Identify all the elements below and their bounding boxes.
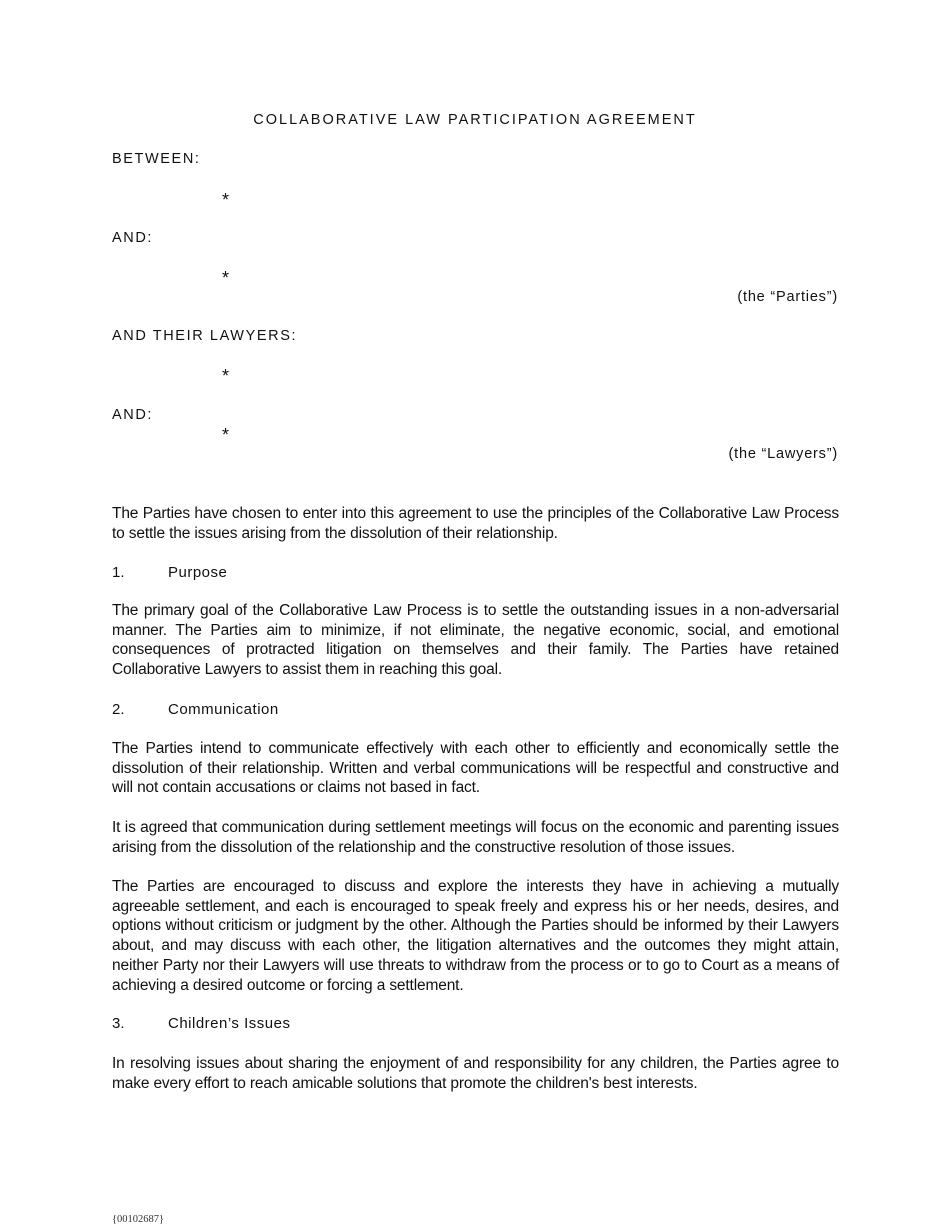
- between-label: BETWEEN:: [112, 151, 201, 167]
- section-heading: Purpose: [168, 564, 228, 581]
- intro-paragraph: The Parties have chosen to enter into this agreement to use the principles of the Collaborative Law Process to settle the issues arising from the dissolution of their relationship.: [112, 505, 839, 542]
- lawyers-label: AND THEIR LAWYERS:: [112, 328, 298, 344]
- party-2-placeholder: *: [222, 268, 230, 288]
- and-label: AND:: [112, 407, 154, 423]
- section-paragraph: The Parties are encouraged to discuss and explore the interests they have in achieving a mutually agreeable settlement, and each is encouraged to speak freely and express his or her needs, desires, and options without criticism or judgment by the other. Although the Parties should be informed by their Lawyers about, and may discuss with each other, the litigation alternatives and the outcomes they might attain, neither Party nor their Lawyers will use threats to withdraw from the process or to go to Court as a means of achieving a desired outcome or forcing a settlement.: [112, 878, 839, 994]
- lawyer-2-placeholder: *: [222, 425, 230, 445]
- section-number: 2.: [112, 701, 125, 718]
- lawyers-definition: (the “Lawyers”): [728, 446, 838, 462]
- section-number: 3.: [112, 1015, 125, 1032]
- and-label: AND:: [112, 230, 154, 246]
- section-paragraph: In resolving issues about sharing the enjoyment of and responsibility for any children, the Parties agree to make every effort to reach amicable solutions that promote the children's best interests.: [112, 1055, 839, 1092]
- document-title: COLLABORATIVE LAW PARTICIPATION AGREEMENT: [253, 112, 697, 128]
- section-heading: Children’s Issues: [168, 1015, 291, 1032]
- section-heading: Communication: [168, 701, 279, 718]
- parties-definition: (the “Parties”): [737, 289, 838, 305]
- document-footer-code: {00102687}: [112, 1214, 165, 1225]
- section-paragraph: The Parties intend to communicate effectively with each other to efficiently and economically settle the dissolution of their relationship. Written and verbal communications will be respectful and constructive and will not contain accusations or claims not based in fact.: [112, 740, 839, 797]
- section-paragraph: It is agreed that communication during settlement meetings will focus on the economic and parenting issues arising from the dissolution of the relationship and the constructive resolution of those issues.: [112, 819, 839, 856]
- lawyer-1-placeholder: *: [222, 366, 230, 386]
- section-paragraph: The primary goal of the Collaborative Law Process is to settle the outstanding issues in a non-adversarial manner. The Parties aim to minimize, if not eliminate, the negative economic, social, and emotional consequences of protracted litigation on themselves and their family. The Parties have retained Collaborative Lawyers to assist them in reaching this goal.: [112, 602, 839, 679]
- section-number: 1.: [112, 564, 125, 581]
- party-1-placeholder: *: [222, 190, 230, 210]
